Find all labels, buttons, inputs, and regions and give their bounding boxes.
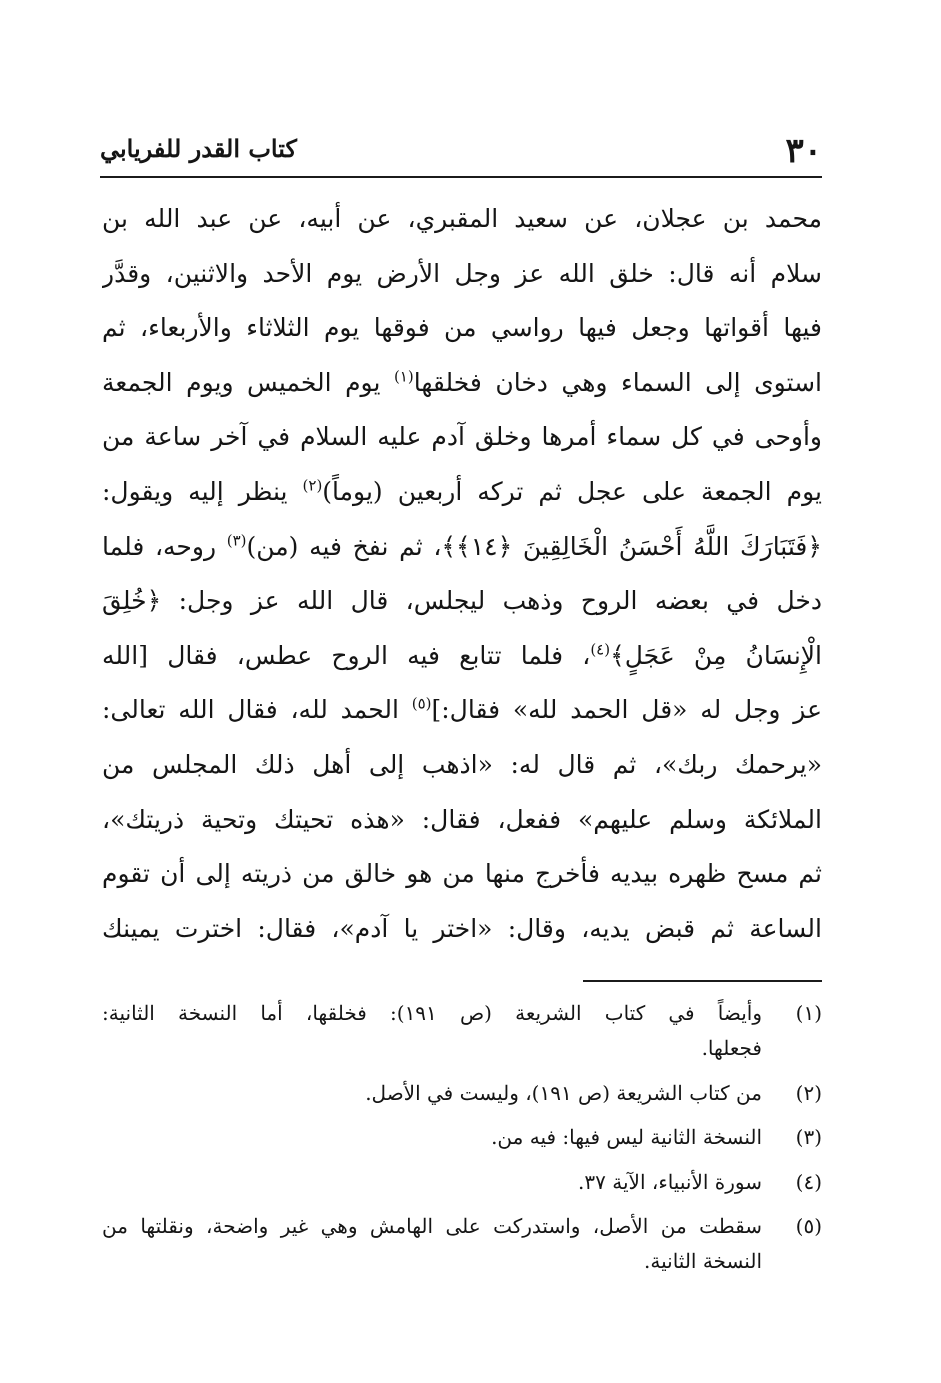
footnote bbox=[102, 1120, 822, 1155]
page-number: ٣٠ bbox=[785, 131, 822, 171]
footnote bbox=[102, 996, 822, 1066]
footnote-number: (١) bbox=[795, 1001, 822, 1025]
footnote-number: (٣) bbox=[795, 1125, 822, 1149]
running-title: كتاب القدر للفريابي bbox=[100, 134, 297, 163]
footnote-text: سورة الأنبياء، الآية ٣٧. bbox=[578, 1169, 762, 1194]
footnote-marker: (٣) bbox=[226, 531, 247, 550]
footnote bbox=[102, 1165, 822, 1200]
footnote-marker: (١) bbox=[393, 367, 414, 386]
footnote-number: (٤) bbox=[795, 1169, 822, 1194]
text-line: الملائكة وسلم عليهم» ففعل، فقال: «هذه تحيتك وتحية ذريتك»، bbox=[102, 804, 822, 834]
text-line: سلام أنه قال: خلق الله عز وجل الأرض يوم الأحد والاثنين، وقدَّر bbox=[102, 258, 822, 288]
text-line: عز وجل له «قل الحمد لله» فقال:]$^{(٥)}$ الحمد لله، فقال الله تعالى: bbox=[102, 695, 822, 725]
text-line: ﴿فَتَبَارَكَ اللَّهُ أَحْسَنُ الْخَالِقِينَ ﴿١٤﴾﴾، ثم نفخ فيه (من)$^{(٣)}$ روحه، فلما bbox=[102, 531, 822, 561]
footnote-separator bbox=[583, 980, 822, 982]
footnote-text: وأيضاً في كتاب الشريعة (ص ١٩١): فخلقها، أما النسخة الثانية: فجعلها. bbox=[102, 1001, 763, 1060]
text-line: استوى إلى السماء وهي دخان فخلقها$^{(١)}$ يوم الخميس ويوم الجمعة bbox=[102, 367, 822, 397]
footnote-text: من كتاب الشريعة (ص ١٩١)، وليست في الأصل. bbox=[365, 1080, 762, 1105]
footnote-text: النسخة الثانية ليس فيها: فيه من. bbox=[491, 1125, 762, 1149]
footnote-number: (٢) bbox=[795, 1080, 822, 1105]
text-line: وأوحى في كل سماء أمرها وخلق آدم عليه السلام في آخر ساعة من bbox=[102, 422, 822, 452]
text-line: فيها أقواتها وجعل فيها رواسي من فوقها يوم الثلاثاء والأربعاء، ثم bbox=[102, 313, 822, 343]
page-header bbox=[100, 128, 822, 174]
footnote bbox=[102, 1209, 822, 1279]
footnote-number: (٥) bbox=[795, 1214, 822, 1238]
main-text bbox=[102, 192, 822, 956]
text-line: الساعة ثم قبض يديه، وقال: «اختر يا آدم»، فقال: اخترت يمينك bbox=[102, 913, 822, 943]
text-line: «يرحمك ربك»، ثم قال له: «اذهب إلى أهل ذلك المجلس من bbox=[102, 749, 822, 779]
footnote-text: سقطت من الأصل، واستدركت على الهامش وهي غير واضحة، ونقلتها من النسخة الثانية. bbox=[102, 1214, 762, 1273]
text-line: دخل في بعضه الروح وذهب ليجلس، قال الله عز وجل: ﴿خُلِقَ bbox=[102, 586, 822, 616]
header-rule bbox=[100, 176, 822, 178]
text-line: الْإِنسَانُ مِنْ عَجَلٍ﴾$^{(٤)}$، فلما تتابع فيه الروح عطس، فقال [الله bbox=[102, 640, 822, 670]
footnote bbox=[102, 1076, 822, 1111]
footnote-marker: (٢) bbox=[302, 476, 323, 495]
text-line: محمد بن عجلان، عن سعيد المقبري، عن أبيه، عن عبد الله بن bbox=[102, 204, 822, 233]
text-line: ثم مسح ظهره بيديه فأخرج منها من هو خالق من ذريته إلى أن تقوم bbox=[102, 859, 822, 889]
footnote-marker: (٤) bbox=[590, 640, 611, 659]
footnote-marker: (٥) bbox=[411, 695, 432, 714]
text-line: يوم الجمعة على عجل ثم تركه أربعين (يوماً)$^{(٢)}$ ينظر إليه ويقول: bbox=[102, 476, 822, 506]
footnotes bbox=[102, 996, 822, 1289]
